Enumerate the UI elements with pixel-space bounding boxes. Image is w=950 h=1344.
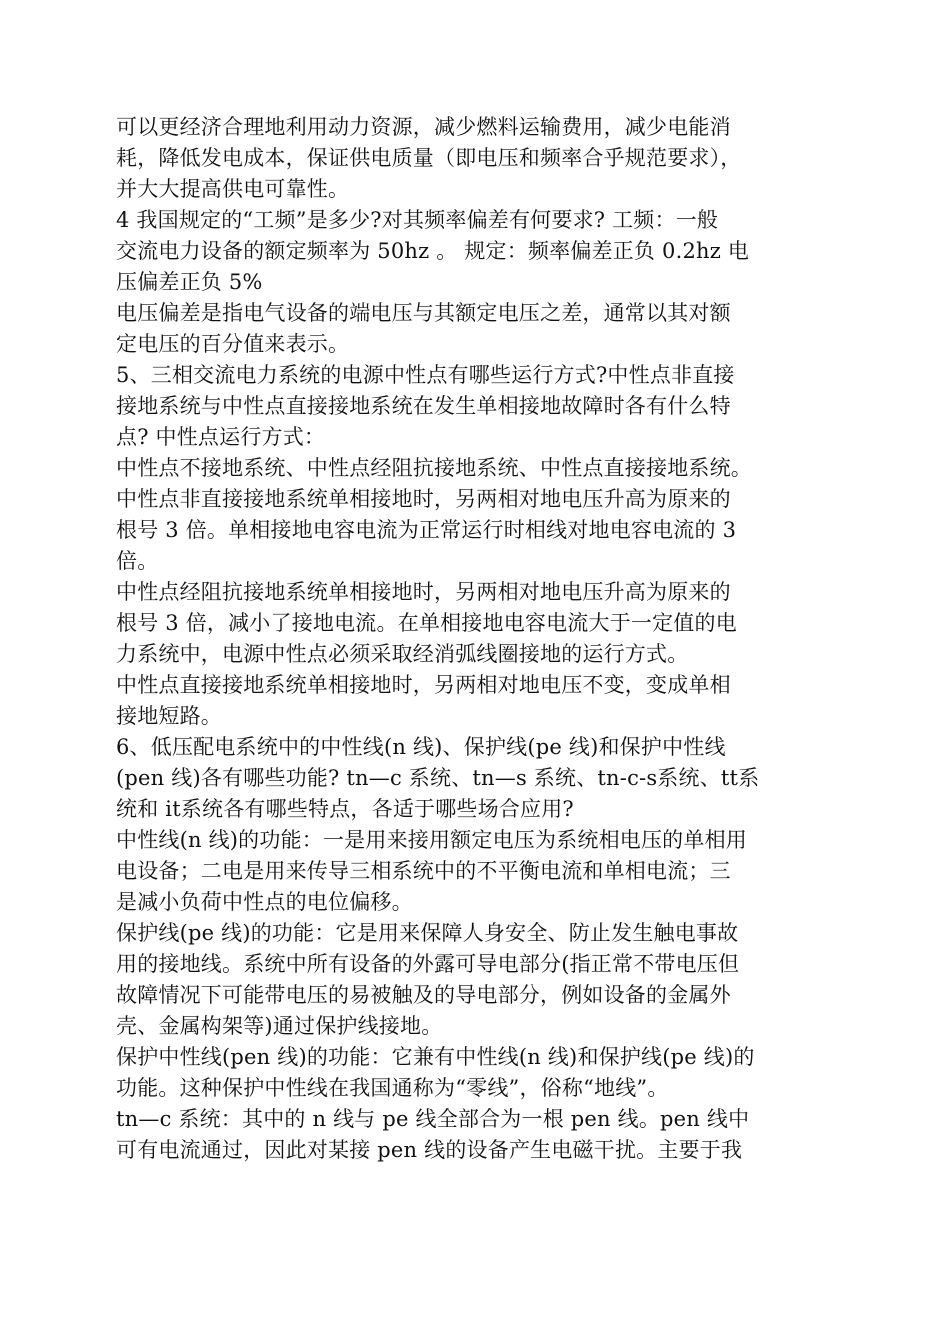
text-line: 可以更经济合理地利用动力资源，减少燃料运输费用，减少电能消 xyxy=(116,115,731,139)
text-line: 根号 3 倍。单相接地电容电流为正常运行时相线对地电容电流的 3 xyxy=(116,518,737,542)
text-line: 定电压的百分值来表示。 xyxy=(116,332,350,356)
document-body xyxy=(116,112,836,1166)
text-line: 压偏差正负 5% xyxy=(116,270,263,294)
text-line: tn—c 系统：其中的 n 线与 pe 线全部合为一根 pen 线。pen 线中 xyxy=(116,1107,750,1131)
text-line: 根号 3 倍，减小了接地电流。在单相接地电容电流大于一定值的电 xyxy=(116,611,737,635)
text-line: 中性点经阻抗接地系统单相接地时，另两相对地电压升高为原来的 xyxy=(116,580,731,604)
text-line: 4 我国规定的“工频”是多少?对其频率偏差有何要求? 工频：一般 xyxy=(116,208,719,232)
text-line: (pen 线)各有哪些功能? tn—c 系统、tn—s 系统、tn-c-s系统、tt系 xyxy=(116,766,760,790)
text-line: 保护线(pe 线)的功能：它是用来保障人身安全、防止发生触电事故 xyxy=(116,921,739,945)
text-line: 功能。这种保护中性线在我国通称为“零线”，俗称“地线”。 xyxy=(116,1076,669,1100)
text-line: 接地短路。 xyxy=(116,704,222,728)
text-line: 统和 it系统各有哪些特点，各适于哪些场合应用? xyxy=(116,797,574,821)
text-line: 6、低压配电系统中的中性线(n 线)、保护线(pe 线)和保护中性线 xyxy=(116,735,726,759)
text-line: 故障情况下可能带电压的易被触及的导电部分，例如设备的金属外 xyxy=(116,983,731,1007)
text-line: 电设备；二电是用来传导三相系统中的不平衡电流和单相电流；三 xyxy=(116,859,731,883)
text-line: 用的接地线。系统中所有设备的外露可导电部分(指正常不带电压但 xyxy=(116,952,740,976)
text-line: 中性线(n 线)的功能：一是用来接用额定电压为系统相电压的单相用 xyxy=(116,828,747,852)
text-line: 中性点不接地系统、中性点经阻抗接地系统、中性点直接接地系统。 xyxy=(116,456,752,480)
text-line: 保护中性线(pen 线)的功能：它兼有中性线(n 线)和保护线(pe 线)的 xyxy=(116,1045,755,1069)
text-line: 接地系统与中性点直接接地系统在发生单相接地故障时各有什么特 xyxy=(116,394,731,418)
text-line: 交流电力设备的额定频率为 50hz 。 规定：频率偏差正负 0.2hz 电 xyxy=(116,239,750,263)
text-line: 力系统中，电源中性点必须采取经消弧线圈接地的运行方式。 xyxy=(116,642,689,666)
text-line: 中性点直接接地系统单相接地时，另两相对地电压不变，变成单相 xyxy=(116,673,731,697)
text-line: 壳、金属构架等)通过保护线接地。 xyxy=(116,1014,443,1038)
text-line: 中性点非直接接地系统单相接地时，另两相对地电压升高为原来的 xyxy=(116,487,731,511)
text-line: 是减小负荷中性点的电位偏移。 xyxy=(116,890,413,914)
text-line: 并大大提高供电可靠性。 xyxy=(116,177,350,201)
text-line: 可有电流通过，因此对某接 pen 线的设备产生电磁干扰。主要于我 xyxy=(116,1138,743,1162)
text-line: 电压偏差是指电气设备的端电压与其额定电压之差，通常以其对额 xyxy=(116,301,731,325)
text-line: 5、三相交流电力系统的电源中性点有哪些运行方式?中性点非直接 xyxy=(116,363,735,387)
text-line: 耗，降低发电成本，保证供电质量（即电压和频率合乎规范要求）， xyxy=(116,146,742,170)
text-line: 倍。 xyxy=(116,549,159,573)
text-line: 点? 中性点运行方式： xyxy=(116,425,326,449)
